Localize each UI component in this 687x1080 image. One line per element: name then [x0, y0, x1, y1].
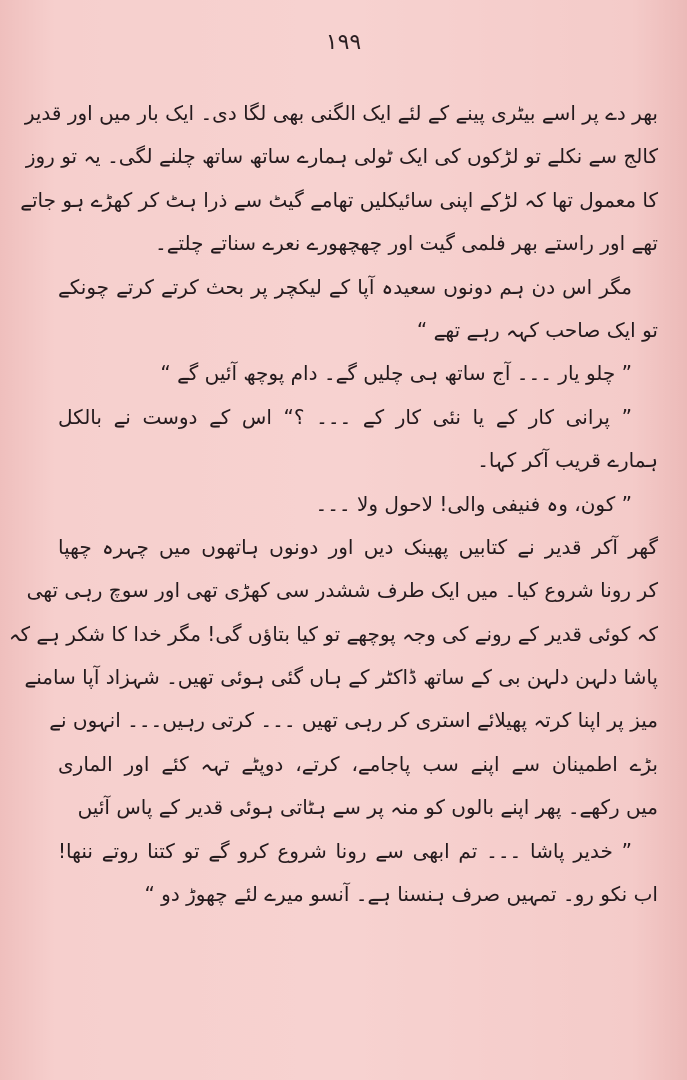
page-number: ۱۹۹	[325, 30, 362, 55]
text-line: مگر اس دن ہم دونوں سعیدہ آپا کے لیکچر پر بحث کرتے کرتے چونکے	[58, 274, 632, 299]
text-line: ” چلو یار ۔۔۔ آج ساتھ ہی چلیں گے۔ دام پوچھ آئیں گے “	[160, 361, 632, 386]
text-line: ” خدیر پاشا ۔۔۔ تم ابھی سے رونا شروع کرو گے تو کتنا روتے ننھا!	[58, 838, 632, 863]
text-line: تھے اور راستے بھر فلمی گیت اور چھچھورے نعرے سناتے چلتے۔	[155, 231, 658, 256]
text-line: ” پرانی کار کے یا نئی کار کے ۔۔۔ ؟“ اس کے دوست نے بالکل	[58, 404, 632, 429]
text-line: اب نکو رو۔ تمہیں صرف ہنسنا ہے۔ آنسو میرے لئے چھوڑ دو “	[144, 882, 658, 907]
text-line: تو ایک صاحب کہہ رہے تھے “	[416, 317, 658, 342]
text-line: کہ کوئی قدیر کے رونے کی وجہ پوچھے تو کیا بتاؤں گی! مگر خدا کا شکر ہے کہ	[8, 621, 658, 646]
text-line: بڑے اطمینان سے اپنے سب پاجامے، کرتے، دوپٹے تہہ کئے اور الماری	[58, 751, 658, 776]
text-line: میں رکھے۔ پھر اپنے بالوں کو منہ پر سے ہٹاتی ہوئی قدیر کے پاس آئیں	[77, 795, 658, 820]
text-line: پاشا دلہن دلہن بی کے ساتھ ڈاکٹر کے ہاں گئی ہوئی تھیں۔ شہزاد آپا سامنے	[24, 665, 658, 690]
text-body	[8, 92, 658, 916]
text-line: میز پر اپنا کرتہ پھیلائے استری کر رہی تھیں ۔۔۔ کرتی رہیں۔۔۔ انہوں نے	[49, 708, 658, 733]
text-line: ” کون، وہ فنیفی والی! لاحول ولا ۔۔۔	[315, 491, 632, 516]
text-line: کالج سے نکلے تو لڑکوں کی ایک ٹولی ہمارے ساتھ ساتھ چلنے لگی۔ یہ تو روز	[25, 144, 658, 169]
text-line: کا معمول تھا کہ لڑکے اپنی سائیکلیں تھامے گیٹ سے ذرا ہٹ کر کھڑے ہو جاتے	[20, 187, 658, 212]
text-line: گھر آکر قدیر نے کتابیں پھینک دیں اور دونوں ہاتھوں میں چہرہ چھپا	[58, 534, 658, 559]
text-line: بھر دے پر اسے بیٹری پینے کے لئے ایک الگنی بھی لگا دی۔ ایک بار میں اور قدیر	[24, 101, 658, 125]
text-line: ہمارے قریب آکر کہا۔	[477, 448, 658, 473]
text-line: کر رونا شروع کیا۔ میں ایک طرف ششدر سی کھڑی تھی اور سوچ رہی تھی	[26, 578, 658, 603]
